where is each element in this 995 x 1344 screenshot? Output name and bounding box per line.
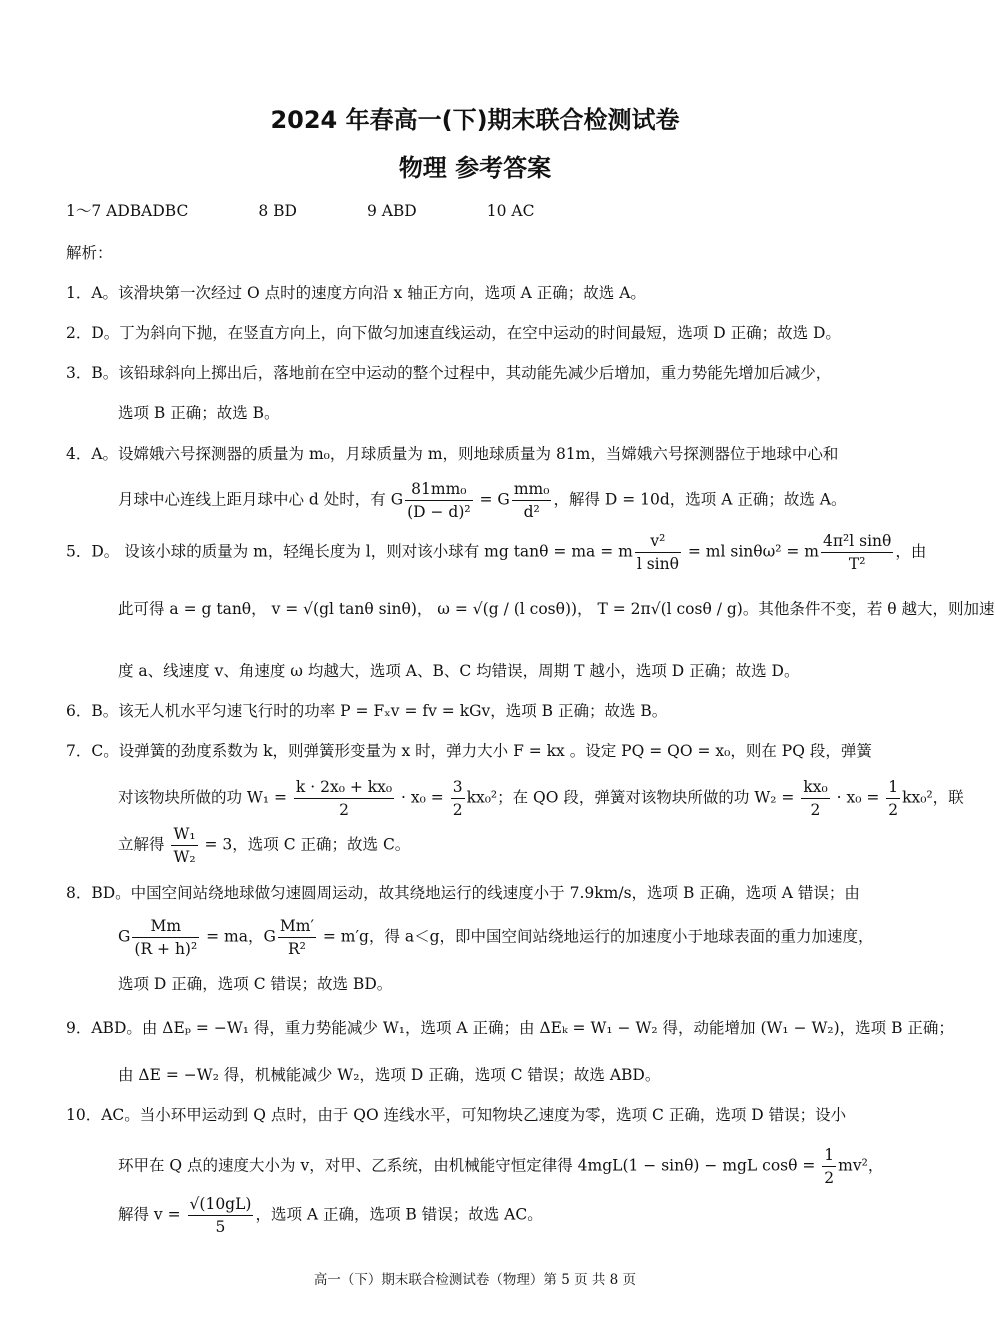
solution-7-line-3: 立解得 $\frac{\text{W₁}}{\text{W₂}}$ = 3，选项 C 正确；故选 C。 [118,825,411,866]
solution-7-line-2: 对该物块所做的功 W₁ = $\frac{\text{k · 2x₀ + kx₀}}{2}$ · x₀ = $\frac{3}{2}$ kx₀²；在 QO 段，弹簧对该物块所做的功 W₂ = $\frac{\text{kx₀}}{2}$ · x₀ = $\frac{1}{2}$ kx₀²，联 [118,778,964,819]
solution-4-line-1: 4．A。设嫦娥六号探测器的质量为 m₀，月球质量为 m，则地球质量为 81m，当嫦娥六号探测器位于地球中心和 [66,445,839,463]
fraction: $\frac{\text{kx₀}}{2}$ [803,778,828,819]
fraction: $\frac{Mm}{\text{(R + h)²}}$ [134,917,198,958]
fraction: $\frac{√(10gL)}{5}$ [189,1195,252,1236]
solution-9-line-1: 9．ABD。由 ΔEₚ = −W₁ 得，重力势能减少 W₁，选项 A 正确；由 ΔEₖ = W₁ − W₂ 得，动能增加 (W₁ − W₂)，选项 B 正确； [66,1019,954,1037]
solution-8-line-3: 选项 D 正确，选项 C 错误；故选 BD。 [118,975,393,993]
fraction: $\frac{\text{mm₀}}{\text{d²}}$ [513,480,550,521]
solution-3-line-1: 3．B。该铅球斜向上掷出后，落地前在空中运动的整个过程中，其动能先减少后增加，重力势能先增加后减少， [66,364,832,382]
solution-3-line-2: 选项 B 正确；故选 B。 [118,404,280,422]
solution-10-line-3: 解得 v = $\frac{√(10gL)}{5}$ ，选项 A 正确，选项 B 错误；故选 AC。 [118,1195,543,1236]
solution-9-line-2: 由 ΔE = −W₂ 得，机械能减少 W₂，选项 D 正确，选项 C 错误；故选 ABD。 [118,1066,661,1084]
page-title: 2024 年春高一(下)期末联合检测试卷 [270,106,680,134]
fraction: $\frac{\text{k · 2x₀ + kx₀}}{2}$ [295,778,393,819]
answer-1-7: 1～7 ADBADBC [66,202,189,220]
page-subtitle: 物理 参考答案 [398,154,552,182]
solution-10-line-1: 10．AC。当小环甲运动到 Q 点时，由于 QO 连线水平，可知物块乙速度为零，选项 C 正确，选项 D 错误；设小 [66,1106,847,1124]
solution-10-line-2: 环甲在 Q 点的速度大小为 v，对甲、乙系统，由机械能守恒定律得 4mgL(1 − sinθ) − mgL cosθ = $\frac{1}{2}$ mv²， [118,1146,884,1187]
answer-key [66,200,886,222]
solution-6: 6．B。该无人机水平匀速飞行时的功率 P = Fₓv = fv = kGv，选项 B 正确；故选 B。 [66,702,668,720]
page-footer: 高一（下）期末联合检测试卷（物理）第 5 页 共 8 页 [313,1272,637,1288]
solution-8-line-1: 8．BD。中国空间站绕地球做匀速圆周运动，故其绕地运行的线速度小于 7.9km/s，选项 B 正确，选项 A 错误；由 [66,884,860,902]
solution-7-line-1: 7．C。设弹簧的劲度系数为 k，则弹簧形变量为 x 时，弹力大小 F = kx 。设定 PQ = QO = x₀，则在 PQ 段，弹簧 [66,742,872,760]
fraction: $\frac{\text{81mm₀}}{\text{(D − d)²}}$ [407,480,471,521]
fraction: $\frac{\text{W₁}}{\text{W₂}}$ [173,825,196,866]
fraction: $\frac{1}{2}$ [888,778,899,819]
answer-8: 8 BD [258,202,297,220]
fraction: $\frac{\text{4π²l sinθ}}{\text{T²}}$ [822,532,892,573]
fraction: $\frac{1}{2}$ [824,1146,835,1187]
solution-5-line-3: 度 a、线速度 v、角速度 ω 均越大，选项 A、B、C 均错误，周期 T 越小，选项 D 正确；故选 D。 [118,662,800,680]
solution-1: 1．A。该滑块第一次经过 O 点时的速度方向沿 x 轴正方向，选项 A 正确；故选 A。 [66,284,646,302]
answer-9: 9 ABD [366,202,417,220]
solution-5-line-2: 此可得 a = g tanθ， v = √(gl tanθ sinθ)， ω = √(g / (l cosθ))， T = 2π√(l cosθ / g)。其他条件不变，若 θ 越大，则加速 [118,600,995,618]
fraction: $\frac{\text{v²}}{\text{l sinθ}}$ [636,532,679,573]
solution-2: 2．D。丁为斜向下抛，在竖直方向上，向下做匀加速直线运动，在空中运动的时间最短，选项 D 正确；故选 D。 [66,324,841,342]
fraction: $\frac{3}{2}$ [452,778,463,819]
answer-10: 10 AC [486,202,535,220]
fraction: $\frac{Mm'}{\text{R²}}$ [279,917,314,958]
solution-4-line-2: 月球中心连线上距月球中心 d 处时，有 G $\frac{\text{81mm₀}}{\text{(D − d)²}}$ = G $\frac{\text{mm₀}}{\text{d²}}$ ，解得 D = 10d，选项 A 正确；故选 A。 [118,480,847,521]
solution-5-line-1: 5．D。 设该小球的质量为 m，轻绳长度为 l，则对该小球有 mg tanθ = ma = m $\frac{\text{v²}}{\text{l sinθ}}$ = ml sinθω² = m $\frac{\text{4π²l sinθ}}{\text{T²}}$ ，由 [66,532,927,573]
solution-8-line-2: G $\frac{Mm}{\text{(R + h)²}}$ = ma，G $\frac{Mm'}{\text{R²}}$ = m′g，得 a＜g，即中国空间站绕地运行的加速度小于地球表面的重力加速度， [118,917,874,958]
analysis-label: 解析： [66,244,113,262]
